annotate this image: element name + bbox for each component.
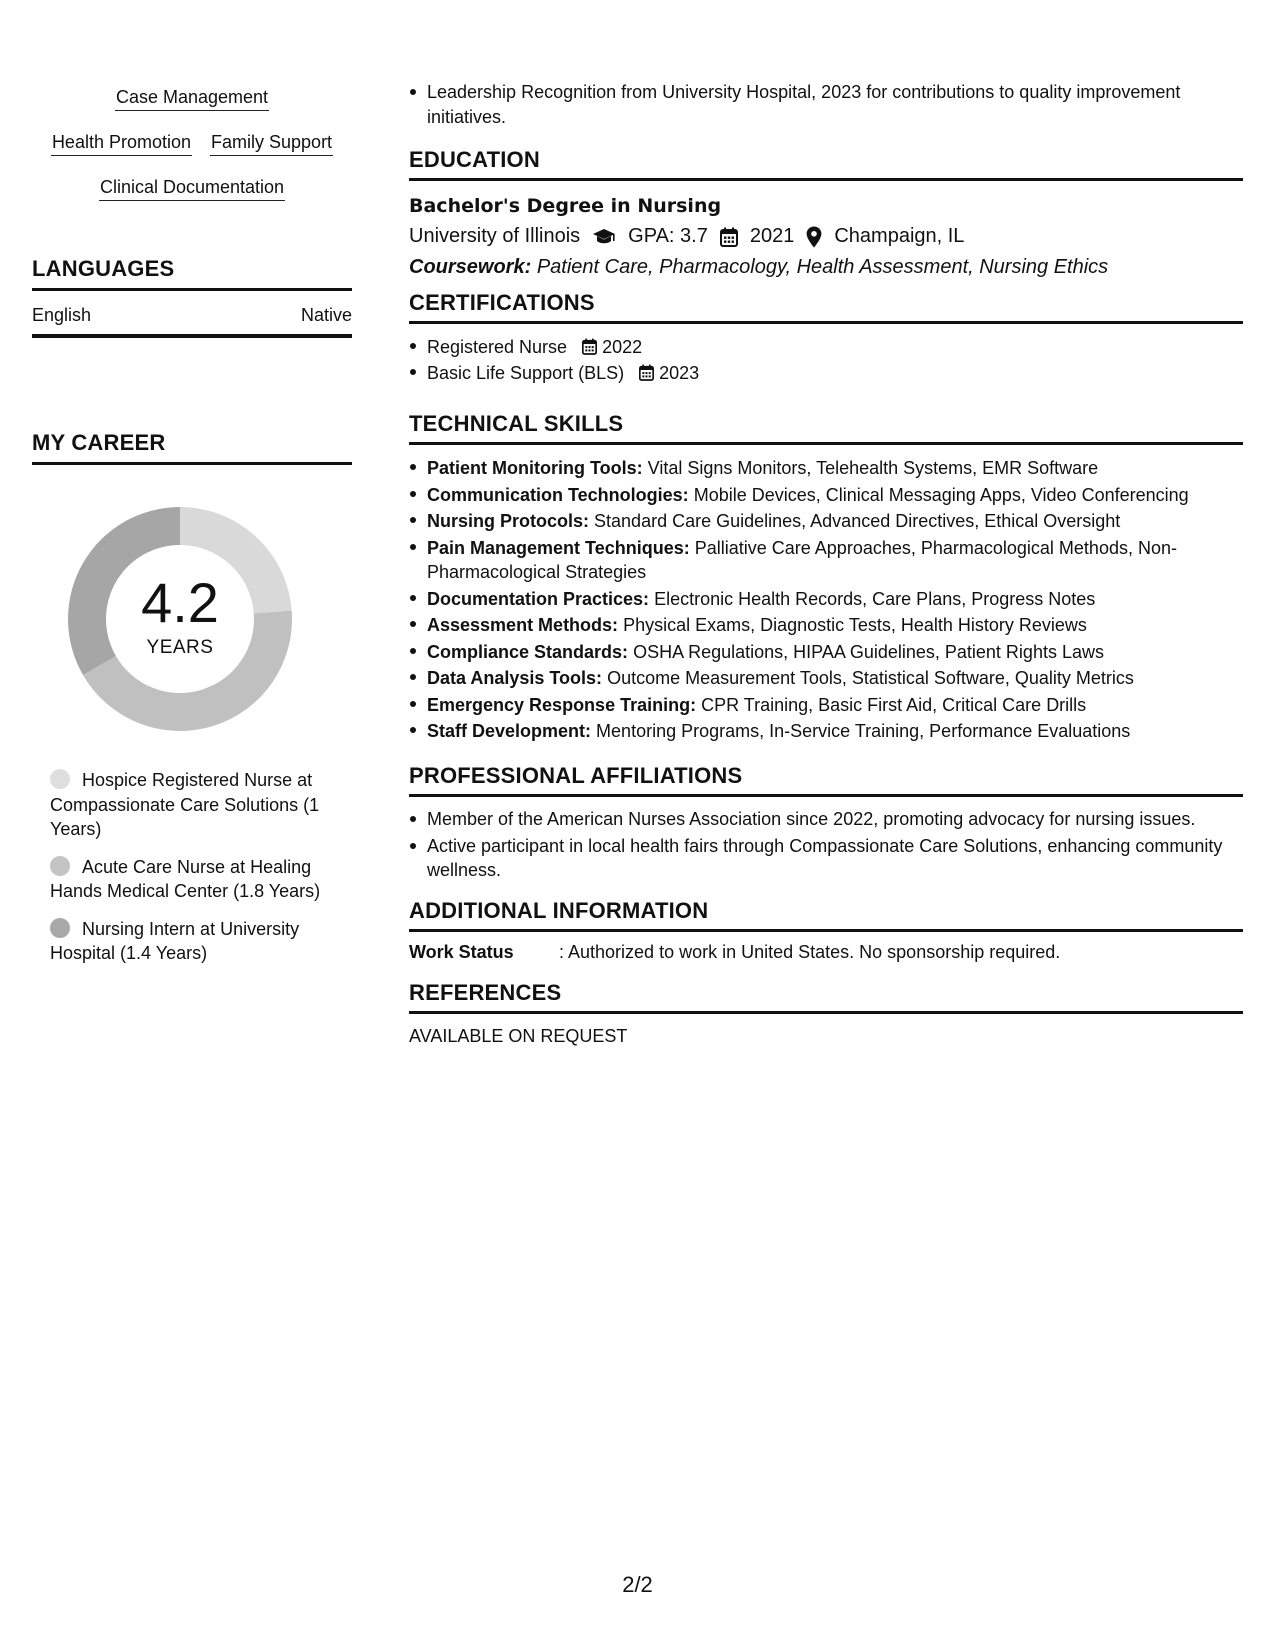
calendar-icon — [639, 364, 654, 381]
recognition-list — [409, 80, 1261, 129]
location-pin-icon — [806, 226, 822, 248]
languages-section — [32, 256, 352, 338]
calendar-icon — [582, 338, 597, 355]
cert-name: Registered Nurse — [427, 337, 568, 357]
affiliations-section — [409, 763, 1243, 883]
work-status-label: Work Status — [409, 942, 514, 962]
career-section — [32, 430, 352, 465]
career-donut-chart — [66, 505, 294, 733]
career-legend — [50, 768, 340, 979]
list-item: Active participant in local health fairs through Compassionate Care Solutions, enhancing community wellness. — [427, 834, 1243, 883]
list-item — [427, 535, 1243, 586]
legend-dot — [50, 856, 70, 876]
list-item — [427, 508, 1243, 535]
references-title: REFERENCES — [409, 980, 1243, 1014]
skill-category: Communication Technologies: — [427, 484, 689, 505]
cert-year: 2023 — [659, 363, 700, 383]
certifications-title: CERTIFICATIONS — [409, 290, 1243, 324]
legend-label: Hospice Registered Nurse at Compassionate Care Solutions (1 Years) — [50, 770, 320, 839]
skill-category: Assessment Methods: — [427, 615, 619, 635]
graduation-year: 2021 — [749, 225, 795, 247]
references-text: AVAILABLE ON REQUEST — [409, 1026, 628, 1046]
skill-category: Staff Development: — [427, 721, 592, 741]
skill-values: Electronic Health Records, Care Plans, Progress Notes — [654, 588, 1096, 609]
education-title: EDUCATION — [409, 147, 1243, 181]
skill-tag: Case Management — [115, 86, 269, 111]
career-title: MY CAREER — [32, 430, 352, 465]
skill-values: Vital Signs Monitors, Telehealth Systems, EMR Software — [647, 458, 1099, 478]
skill-values: Physical Exams, Diagnostic Tests, Health History Reviews — [623, 615, 1087, 635]
skill-category: Data Analysis Tools: — [427, 668, 603, 688]
certifications-list — [409, 334, 1243, 386]
list-item — [427, 360, 1243, 386]
coursework-list: Patient Care, Pharmacology, Health Assessment, Nursing Ethics — [536, 256, 1109, 278]
skill-values: OSHA Regulations, HIPAA Guidelines, Patient Rights Laws — [633, 641, 1104, 662]
affiliations-list — [409, 807, 1243, 883]
skill-category: Emergency Response Training: — [427, 694, 697, 715]
affiliations-title: PROFESSIONAL AFFILIATIONS — [409, 763, 1243, 797]
graduation-cap-icon — [592, 228, 616, 246]
list-item — [427, 334, 1243, 360]
certifications-section — [409, 290, 1243, 386]
school-name: University of Illinois — [409, 225, 581, 247]
skill-tag: Family Support — [210, 131, 333, 156]
legend-dot — [50, 769, 70, 789]
gpa: GPA: 3.7 — [628, 225, 708, 247]
list-item — [427, 692, 1243, 719]
cert-year: 2022 — [602, 337, 643, 357]
additional-info-section — [409, 898, 1243, 964]
legend-label: Acute Care Nurse at Healing Hands Medical Center (1.8 Years) — [50, 856, 321, 901]
skill-values: Outcome Measurement Tools, Statistical Software, Quality Metrics — [607, 668, 1134, 688]
skill-tags — [32, 0, 352, 221]
technical-skills-list — [409, 455, 1243, 745]
education-section — [409, 147, 1243, 282]
list-item: Leadership Recognition from University Hospital, 2023 for contributions to quality improvement initiatives. — [427, 80, 1261, 129]
languages-title: LANGUAGES — [32, 256, 352, 291]
legend-dot — [50, 918, 70, 938]
legend-item — [50, 917, 340, 966]
list-item — [427, 586, 1243, 613]
page-number: 2/2 — [622, 1572, 653, 1597]
list-item — [427, 639, 1243, 666]
coursework — [409, 252, 1243, 282]
skill-category: Documentation Practices: — [427, 588, 650, 609]
language-name: English — [32, 305, 92, 325]
calendar-icon — [720, 227, 738, 247]
references-section — [409, 980, 1243, 1047]
legend-item — [50, 768, 340, 842]
list-item — [427, 612, 1243, 639]
language-level: Native — [300, 305, 352, 325]
list-item — [427, 455, 1243, 482]
education-details — [409, 221, 1243, 252]
skill-values: Standard Care Guidelines, Advanced Directives, Ethical Oversight — [594, 511, 1121, 531]
list-item — [427, 718, 1243, 745]
skill-tag: Health Promotion — [51, 131, 192, 156]
skill-category: Patient Monitoring Tools: — [427, 458, 643, 478]
coursework-label: Coursework: — [409, 256, 532, 278]
technical-skills-section — [409, 411, 1243, 745]
school-location: Champaign, IL — [834, 225, 965, 247]
list-item — [427, 665, 1243, 692]
legend-label: Nursing Intern at University Hospital (1.4 Years) — [50, 918, 300, 963]
work-status-row — [409, 940, 1243, 964]
skill-category: Nursing Protocols: — [427, 511, 590, 531]
degree-name: Bachelor's Degree in Nursing — [409, 195, 722, 217]
legend-item — [50, 855, 340, 904]
skill-category: Pain Management Techniques: — [427, 537, 690, 558]
list-item — [427, 482, 1243, 509]
language-row — [32, 291, 352, 338]
career-total-years: 4.2 — [141, 571, 219, 634]
additional-info-title: ADDITIONAL INFORMATION — [409, 898, 1243, 932]
cert-name: Basic Life Support (BLS) — [427, 363, 625, 383]
career-years-unit: YEARS — [146, 637, 214, 658]
skill-values: Mobile Devices, Clinical Messaging Apps, Video Conferencing — [693, 484, 1189, 505]
skill-values: CPR Training, Basic First Aid, Critical Care Drills — [701, 694, 1087, 715]
skill-values: Mentoring Programs, In-Service Training, Performance Evaluations — [596, 721, 1131, 741]
work-status-value: : Authorized to work in United States. No sponsorship required. — [559, 942, 1061, 962]
skill-tag: Clinical Documentation — [99, 176, 285, 201]
skill-category: Compliance Standards: — [427, 641, 629, 662]
technical-skills-title: TECHNICAL SKILLS — [409, 411, 1243, 445]
left-column — [32, 0, 352, 455]
skill-values: Palliative Care Approaches, Pharmacological Methods, Non-Pharmacological Strategies — [427, 537, 1177, 582]
list-item: Member of the American Nurses Association since 2022, promoting advocacy for nursing issues. — [427, 807, 1243, 832]
